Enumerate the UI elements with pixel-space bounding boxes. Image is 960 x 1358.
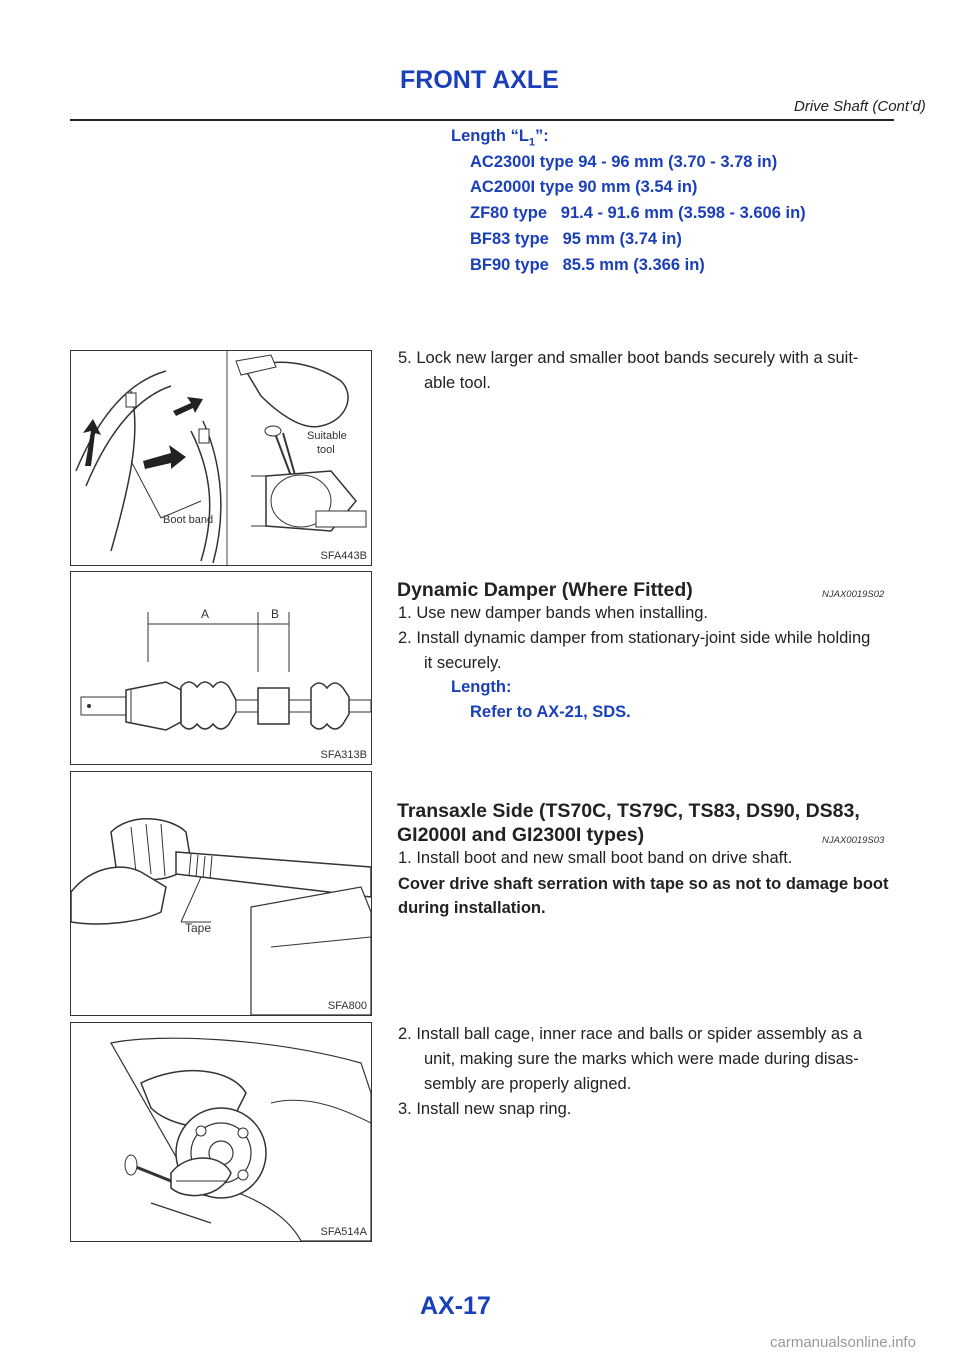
step-5-line-2: able tool.	[424, 374, 491, 392]
assembly-step-3: 3. Install new snap ring.	[398, 1100, 572, 1118]
boot-band-label: Boot band	[163, 514, 214, 526]
tool-label: tool	[317, 444, 335, 456]
heading-dynamic-damper: Dynamic Damper (Where Fitted)	[397, 579, 693, 601]
dimension-a-label: A	[201, 607, 210, 621]
assembly-step-2-line-3: sembly are properly aligned.	[424, 1075, 632, 1093]
watermark: carmanualsonline.info	[770, 1334, 916, 1351]
figure-ball-cage-install	[70, 1022, 372, 1242]
heading-transaxle-side-line-1: Transaxle Side (TS70C, TS79C, TS83, DS90, DS83,	[397, 800, 860, 822]
section-title: FRONT AXLE	[400, 66, 559, 94]
damper-step-2-line-1: 2. Install dynamic damper from stationary-joint side while holding	[398, 629, 871, 647]
figure-caption: SFA514A	[320, 1226, 367, 1238]
figure-caption: SFA800	[327, 1000, 367, 1012]
assembly-step-2-line-2: unit, making sure the marks which were made during disas-	[424, 1050, 859, 1068]
damper-step-2-line-2: it securely.	[424, 654, 502, 672]
code-njax0019s02: NJAX0019S02	[822, 589, 885, 600]
tape-label: Tape	[185, 921, 212, 935]
tape-note-line-2: during installation.	[398, 899, 546, 917]
heading-transaxle-side-line-2: GI2000I and GI2300I types)	[397, 824, 645, 846]
damper-length-label: Length:	[451, 678, 512, 696]
page-number: AX-17	[420, 1292, 491, 1320]
figure-dynamic-damper	[70, 571, 372, 765]
figure-boot-band-lock	[70, 350, 372, 566]
spec-line-4: BF83 type 95 mm (3.74 in)	[470, 230, 682, 248]
suitable-label: Suitable	[307, 430, 347, 442]
transaxle-step-1: 1. Install boot and new small boot band on drive shaft.	[398, 849, 793, 867]
figure-tape-serration	[70, 771, 372, 1016]
dimension-b-label: B	[271, 607, 280, 621]
code-njax0019s03: NJAX0019S03	[822, 835, 885, 846]
tape-note-line-1: Cover drive shaft serration with tape so as not to damage boot	[398, 875, 889, 893]
figure-caption: SFA313B	[320, 749, 367, 761]
spec-line-3: ZF80 type 91.4 - 91.6 mm (3.598 - 3.606 in)	[470, 204, 806, 222]
step-5-line-1: 5. Lock new larger and smaller boot bands securely with a suit-	[398, 349, 859, 367]
damper-step-1: 1. Use new damper bands when installing.	[398, 604, 709, 622]
spec-line-2: AC2000I type 90 mm (3.54 in)	[470, 178, 698, 196]
spec-line-1: AC2300I type 94 - 96 mm (3.70 - 3.78 in)	[470, 153, 778, 171]
header-rule	[70, 119, 894, 121]
section-subtitle: Drive Shaft (Cont’d)	[794, 98, 926, 115]
assembly-step-2-line-1: 2. Install ball cage, inner race and balls or spider assembly as a	[398, 1025, 863, 1043]
length-l1-label: Length “$L_1$”:	[451, 127, 549, 149]
spec-line-5: BF90 type 85.5 mm (3.366 in)	[470, 256, 705, 274]
figure-caption: SFA443B	[320, 550, 367, 562]
damper-length-value: Refer to AX-21, SDS.	[470, 703, 631, 721]
